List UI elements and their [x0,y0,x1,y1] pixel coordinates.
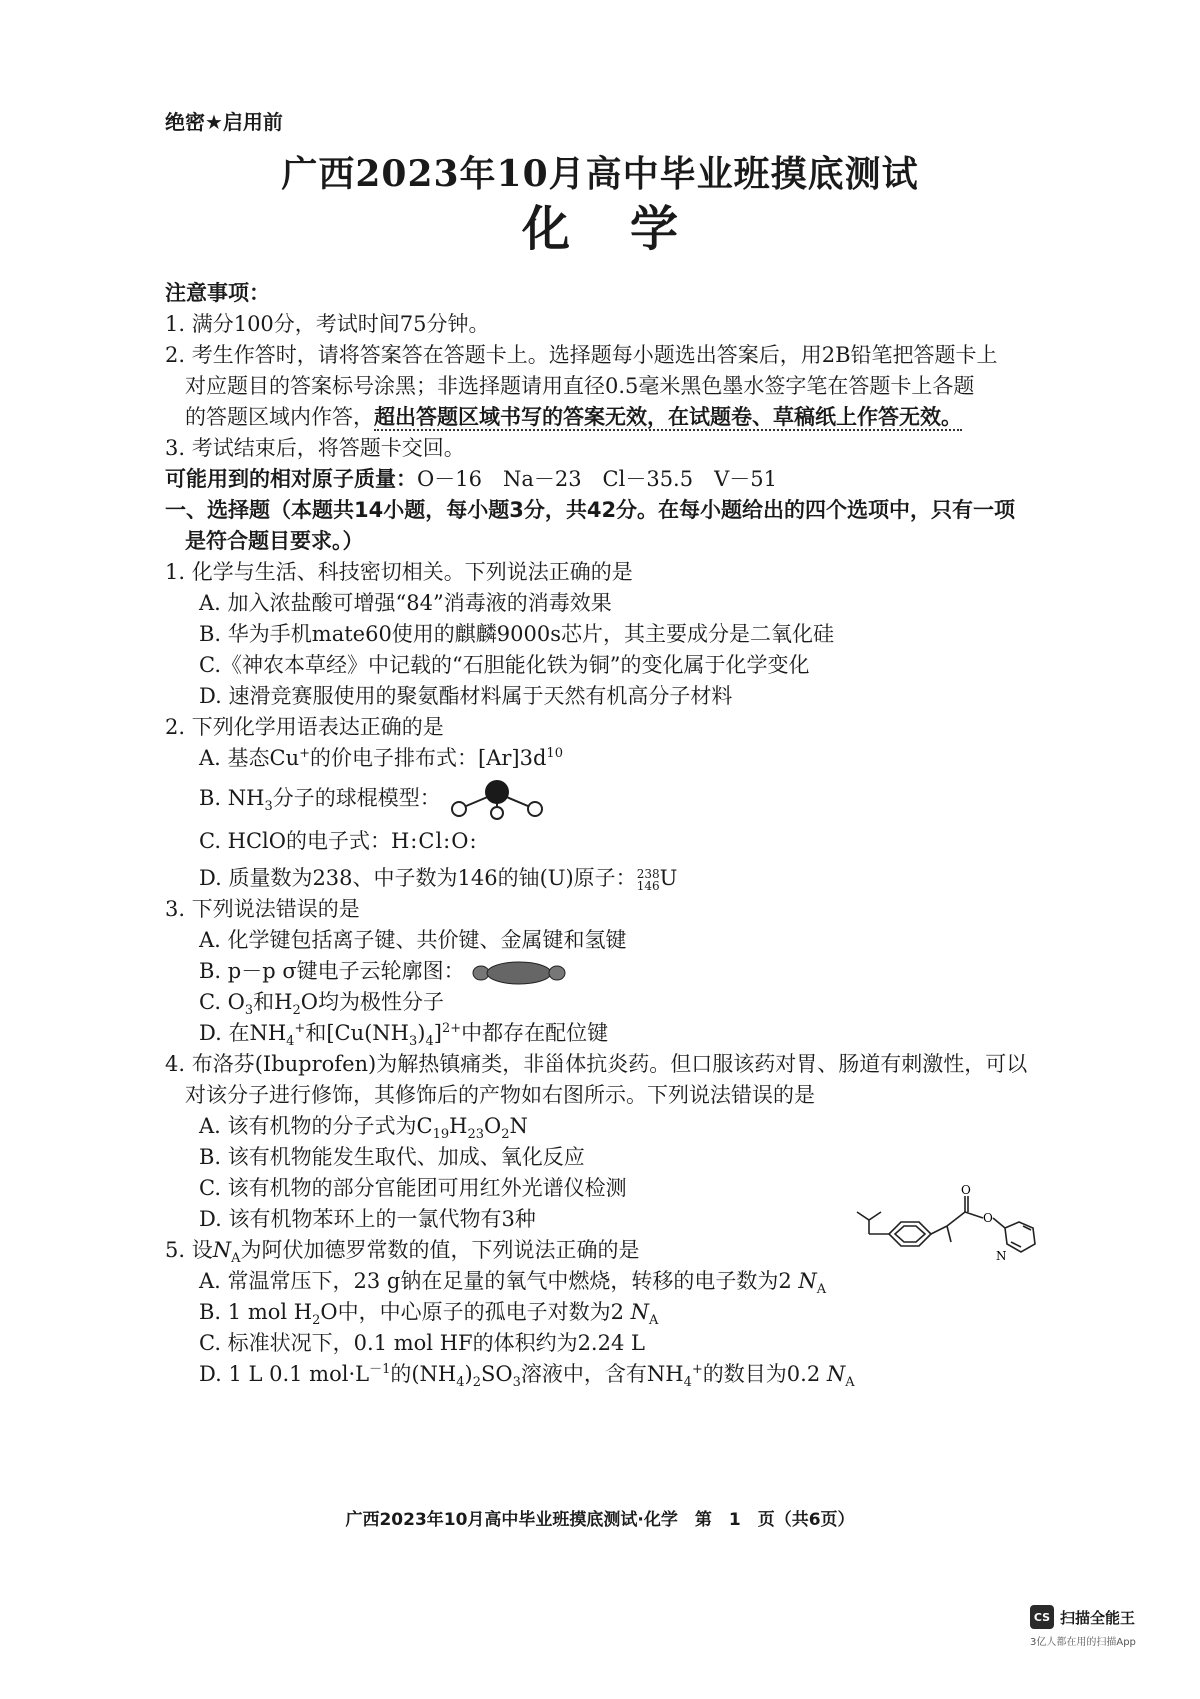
q4-option-c: C. 该有机物的部分官能团可用红外光谱仪检测 [199,1176,627,1200]
q3-stem: 3. 下列说法错误的是 [165,897,360,921]
q3c-text-2: 和H [253,990,293,1014]
q3-option-a: A. 化学键包括离子键、共价键、金属键和氢键 [199,928,627,952]
q4-stem-1: 4. 布洛芬(Ibuprofen)为解热镇痛类，非甾体抗炎药。但口服该药对胃、肠道有刺激性，可以 [165,1052,1028,1076]
q4a-sub2: 23 [467,1127,485,1143]
q4a-o: O [484,1114,502,1138]
q3-option-c [165,987,1065,1018]
q2c-electron-formula: H:Cl:O: [390,829,478,853]
sigma-bond-orbital-icon [471,960,567,986]
q2b-subscript: 3 [264,799,273,815]
q2-option-a [165,743,1065,774]
q5d-sub3: 3 [512,1375,521,1391]
q1-option-b: B. 华为手机mate60使用的麒麟9000s芯片，其主要成分是二氧化硅 [199,622,835,646]
q2c-text: C. HClO的电子式： [199,829,391,853]
ball-and-stick-model-icon [447,777,547,823]
q3d-sub1: 4 [286,1034,295,1050]
q5b-na: N [630,1300,650,1324]
scanner-name: 扫描全能王 [1060,1608,1136,1627]
q5d-sub1: 4 [456,1375,465,1391]
note-2-emphasis: 超出答题区域书写的答案无效，在试题卷、草稿纸上作答无效。 [374,405,962,429]
ibuprofen-ester-structure-icon [855,1182,1075,1282]
note-3: 3. 考试结束后，将答题卡交回。 [165,436,465,460]
q5d-na-sub: A [845,1375,855,1391]
q4a-sub3: 2 [501,1127,510,1143]
q5d-sup2: + [691,1362,703,1377]
scanner-tagline: 3亿人都在用的扫描App [1030,1637,1136,1648]
q2-option-d [165,863,1065,894]
q4a-sub1: 19 [432,1127,450,1143]
q2a-charge: + [299,746,311,761]
q5d-na: N [826,1362,846,1386]
q2b-text-2: 分子的球棍模型： [272,786,441,810]
q4-stem-2: 对该分子进行修饰，其修饰后的产物如右图所示。下列说法错误的是 [185,1083,815,1107]
atomic-mass-label: 可能用到的相对原子质量： [165,467,417,491]
q2a-text-2: 的价电子排布式：[Ar]3d [310,746,547,770]
atomic-masses [165,464,1065,495]
nuclide-numbers [637,868,660,892]
q5-na-sub: A [231,1251,241,1267]
q4-option-a [165,1111,1065,1142]
ester-o-label: O [961,1183,971,1197]
notes-heading: 注意事项： [165,281,270,305]
q2-option-b [165,774,1065,822]
q3d-sup2: 2+ [441,1021,462,1036]
q3b-text: B. p－p σ键电子云轮廓图： [199,959,465,983]
q3c-sub1: 3 [244,1003,254,1019]
q5a-na-sub: A [816,1282,827,1298]
q5-na: N [212,1238,232,1262]
confidential-label: 绝密★启用前 [165,110,283,134]
q3d-text-5: 中都存在配位键 [461,1021,609,1045]
q2-stem: 2. 下列化学用语表达正确的是 [165,715,444,739]
q5d-text-4: SO [481,1362,513,1386]
atomic-number: 146 [636,878,660,893]
q5-text: 5. 设 [165,1238,213,1262]
q2-option-c [165,826,1065,857]
q5d-text-6: 的数目为0.2 [702,1362,821,1386]
q3-option-d [165,1018,1065,1049]
q5-option-d [165,1359,1065,1390]
q5d-text-5: 溶液中，含有NH [520,1362,684,1386]
q4-option-d: D. 该有机物苯环上的一氯代物有3种 [199,1207,536,1231]
q5d-sub2: 2 [472,1375,481,1391]
note-2-line-1: 2. 考生作答时，请将答案答在答题卡上。选择题每小题选出答案后，用2B铅笔把答题卡上 [165,343,998,367]
page-footer: 广西2023年10月高中毕业班摸底测试·化学 第 1 页（共6页） [345,1510,855,1530]
uranium-symbol: U [659,866,678,890]
q5a-na: N [798,1269,817,1293]
note-2-line-2: 对应题目的答案标号涂黑；非选择题请用直径0.5毫米黑色墨水签字笔在答题卡上各题 [185,374,975,398]
q2b-text: B. NH [199,786,265,810]
q5-option-b [165,1297,1065,1328]
camscanner-icon: CS [1030,1605,1054,1629]
q5d-text: D. 1 L 0.1 mol·L [199,1362,370,1386]
q1-option-c: C.《神农本草经》中记载的“石胆能化铁为铜”的变化属于化学变化 [199,653,810,677]
q3d-sub3: 4 [425,1034,434,1050]
q3d-text-2: 和[Cu(NH [305,1021,409,1045]
q3c-text: C. O [199,990,245,1014]
q3d-sup1: + [294,1021,306,1036]
ester-o2-label: O [983,1211,993,1225]
note-2-plain: 的答题区域内作答， [185,405,374,429]
scanner-watermark [1030,1605,1135,1629]
q5d-sup: －1 [369,1362,391,1377]
q5b-na-sub: A [649,1313,659,1329]
pyridine-n-label: N [996,1249,1007,1263]
q1-option-d: D. 速滑竞赛服使用的聚氨酯材料属于天然有机高分子材料 [199,684,733,708]
note-1: 1. 满分100分，考试时间75分钟。 [165,312,490,336]
q5a-text: A. 常温常压下，23 g钠在足量的氧气中燃烧，转移的电子数为2 [199,1269,792,1293]
q5d-text-2: 的(NH [390,1362,457,1386]
q5-text-2: 为阿伏加德罗常数的值，下列说法正确的是 [240,1238,640,1262]
q3c-text-3: O均为极性分子 [300,990,444,1014]
q2a-text: A. 基态Cu [199,746,300,770]
q4a-h: H [449,1114,468,1138]
subject-title: 化学 [521,201,738,257]
mass-number: 238 [636,866,660,881]
note-2-line-3 [165,402,1065,433]
q4a-text: A. 该有机物的分子式为C [199,1114,433,1138]
q1-option-a: A. 加入浓盐酸可增强“84”消毒液的消毒效果 [199,591,612,615]
section-heading-line-1: 一、选择题（本题共14小题，每小题3分，共42分。在每小题给出的四个选项中，只有一项 [165,498,1016,522]
q5d-sub4: 4 [683,1375,692,1391]
q4a-n: N [509,1114,528,1138]
exam-title: 广西2023年10月高中毕业班摸底测试 [281,153,919,195]
q3d-text-4: ] [433,1021,442,1045]
q5b-text: B. 1 mol H [199,1300,313,1324]
q3d-text-3: ) [417,1021,426,1045]
q4-option-b: B. 该有机物能发生取代、加成、氧化反应 [199,1145,585,1169]
q3d-sub2: 3 [409,1034,418,1050]
q2d-text: D. 质量数为238、中子数为146的铀(U)原子： [199,866,637,890]
atomic-mass-values: O－16 Na－23 Cl－35.5 V－51 [417,467,777,491]
q5b-sub: 2 [312,1313,321,1329]
q5b-text-2: O中，中心原子的孤电子对数为2 [320,1300,624,1324]
q5d-text-3: ) [464,1362,473,1386]
section-heading-line-2: 是符合题目要求。） [185,529,364,553]
q3d-text: D. 在NH [199,1021,287,1045]
q1-stem: 1. 化学与生活、科技密切相关。下列说法正确的是 [165,560,633,584]
q5-option-c: C. 标准状况下，0.1 mol HF的体积约为2.24 L [199,1331,645,1355]
q3c-sub2: 2 [292,1003,301,1019]
q2a-superscript: 10 [546,746,563,761]
q3-option-b [165,956,1065,987]
